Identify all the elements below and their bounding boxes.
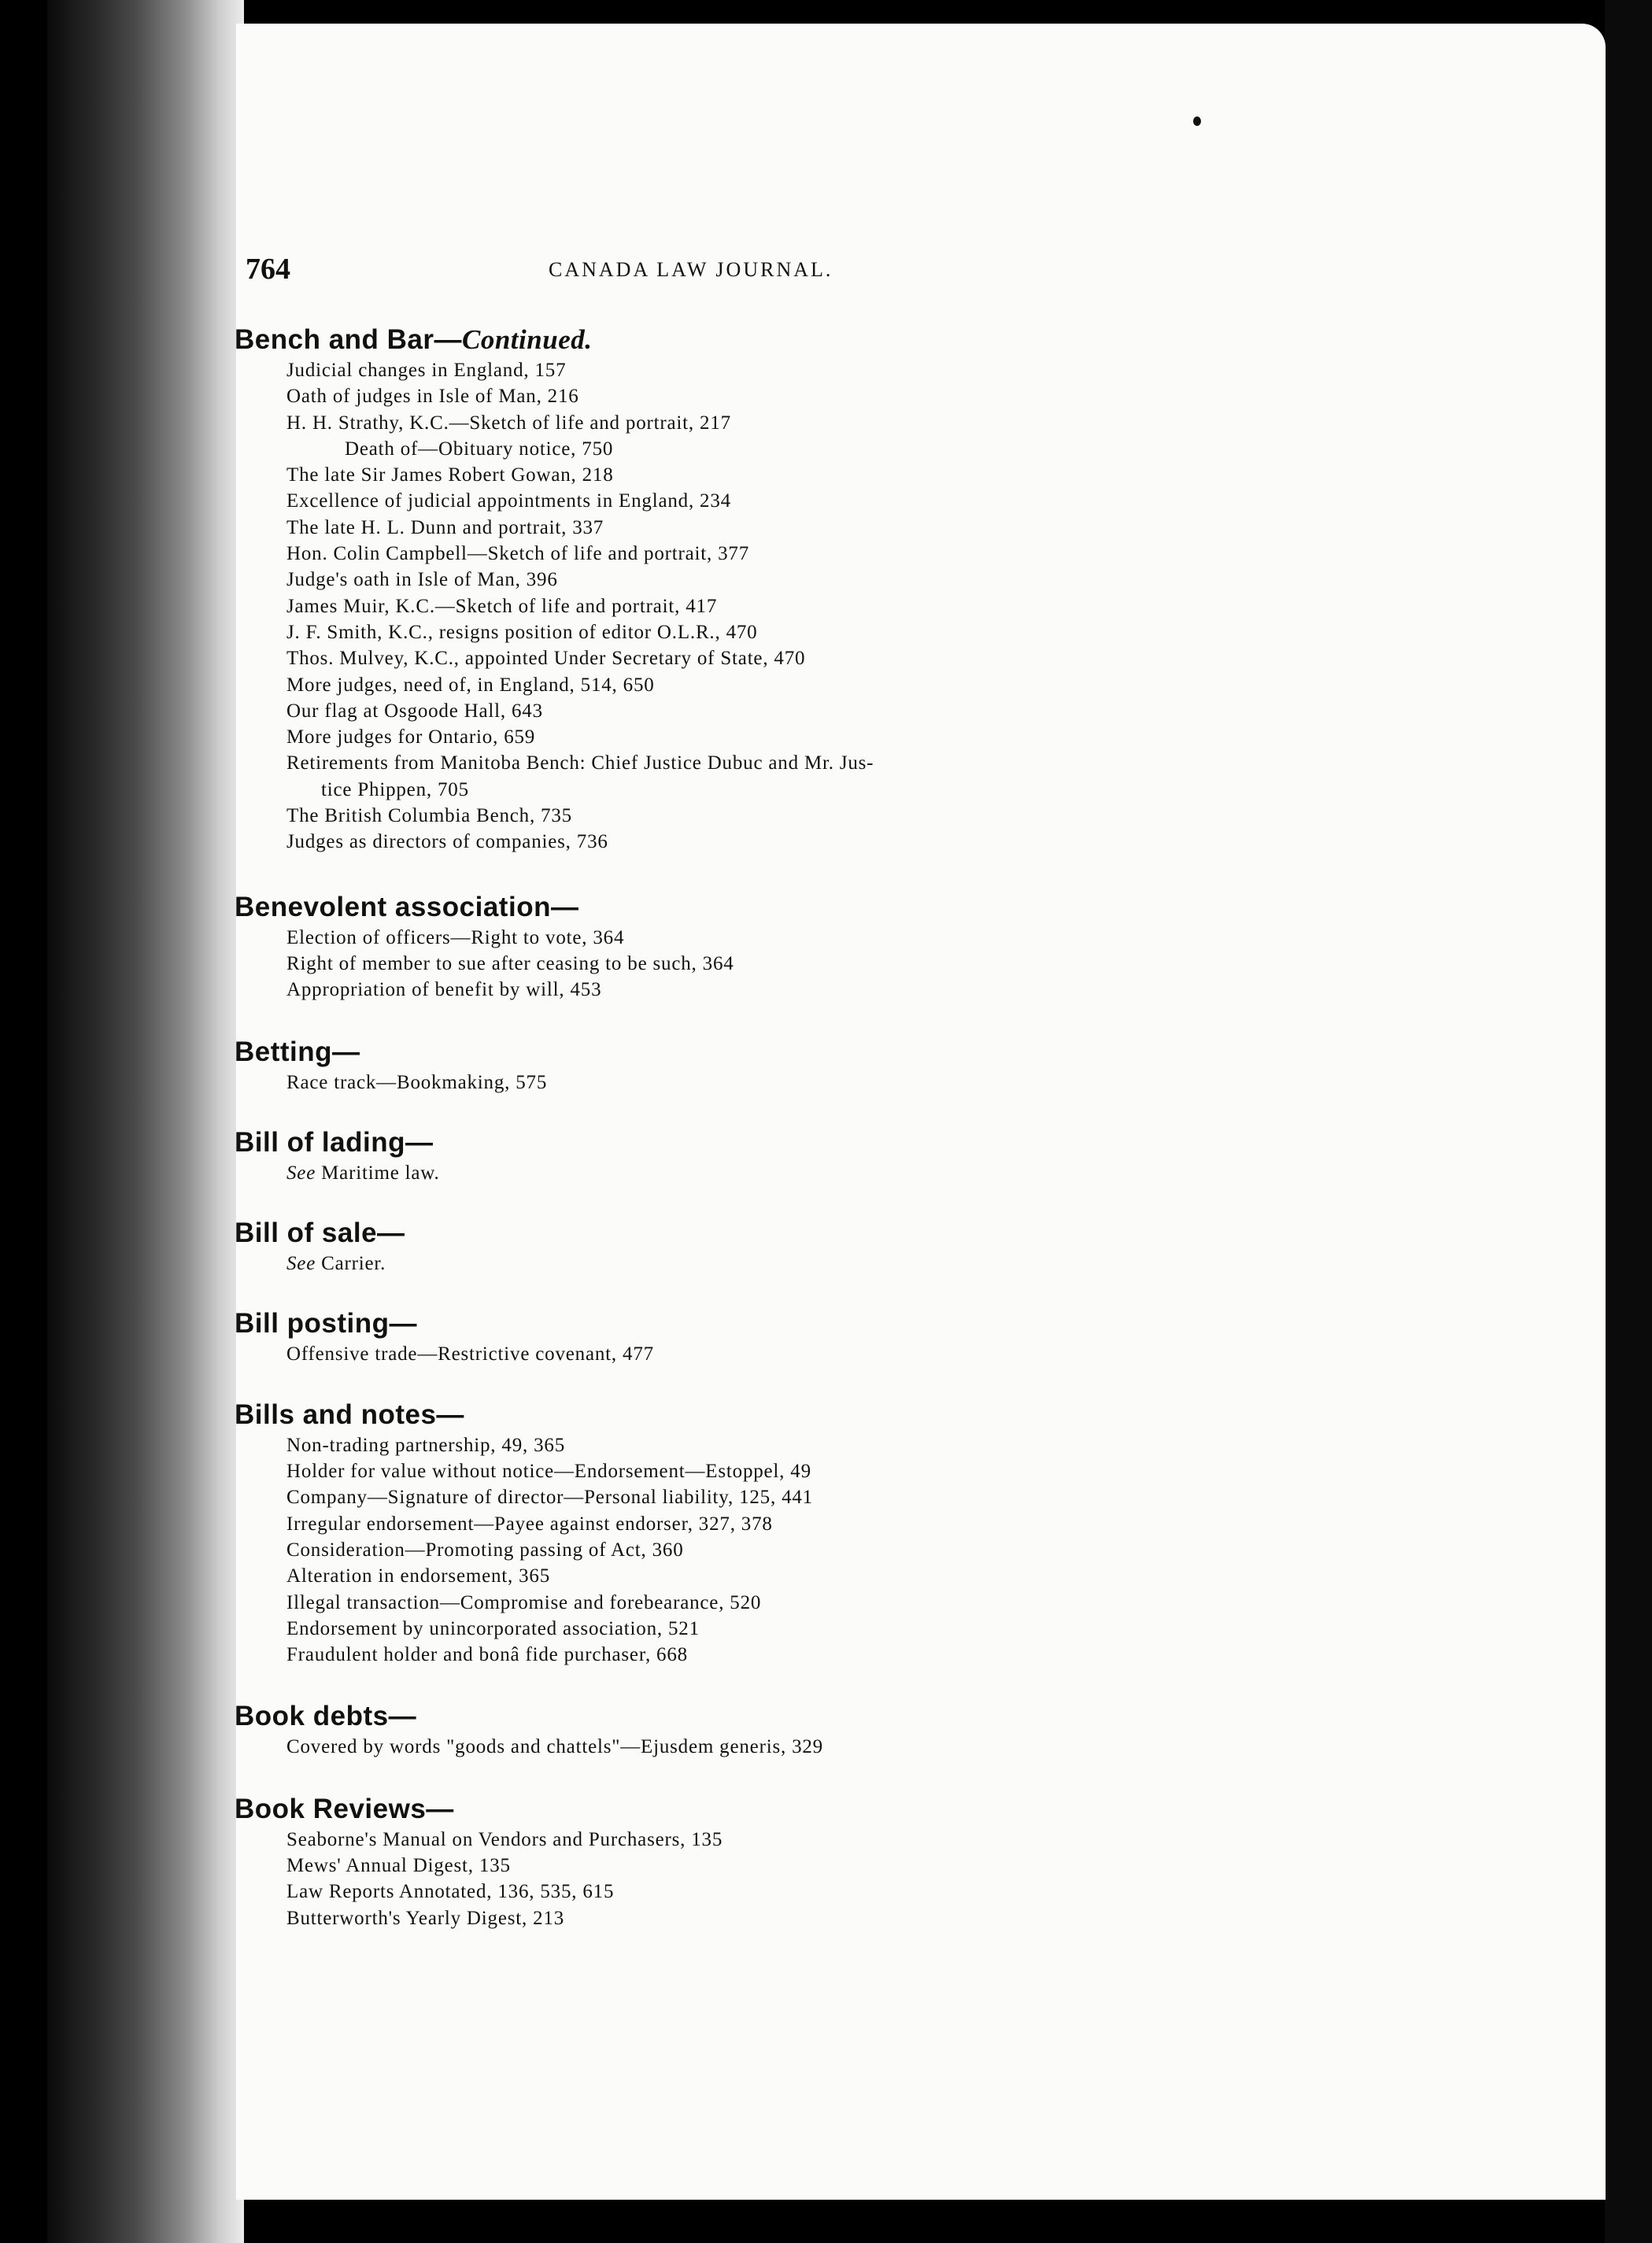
index-entry: More judges, need of, in England, 514, 650 <box>286 674 655 696</box>
index-section-book-reviews <box>235 1792 1368 1931</box>
index-section-bench-and-bar <box>235 323 1368 855</box>
index-entry: More judges for Ontario, 659 <box>286 726 536 748</box>
index-entry: Fraudulent holder and bonâ fide purchaser, 668 <box>286 1644 688 1666</box>
index-entry: James Muir, K.C.—Sketch of life and portrait, 417 <box>286 595 718 617</box>
index-entry: Law Reports Annotated, 136, 535, 615 <box>286 1881 615 1903</box>
index-entry: Our flag at Osgoode Hall, 643 <box>286 700 543 722</box>
index-entry: Excellence of judicial appointments in England, 234 <box>286 490 731 512</box>
section-heading: Bill of sale— <box>235 1218 405 1249</box>
index-entry: Seaborne's Manual on Vendors and Purchasers, 135 <box>286 1828 723 1850</box>
index-entry: The late H. L. Dunn and portrait, 337 <box>286 516 604 538</box>
index-entry: Hon. Colin Campbell—Sketch of life and portrait, 377 <box>286 543 750 565</box>
index-entry: Covered by words "goods and chattels"—Ejusdem generis, 329 <box>286 1736 823 1758</box>
continued-label: Continued. <box>462 324 593 355</box>
index-entry: Thos. Mulvey, K.C., appointed Under Secretary of State, 470 <box>286 648 806 670</box>
index-entry: J. F. Smith, K.C., resigns position of editor O.L.R., 470 <box>286 621 758 643</box>
index-entry: See Maritime law. <box>286 1162 440 1184</box>
index-entry: Non-trading partnership, 49, 365 <box>286 1434 566 1456</box>
index-entry: Holder for value without notice—Endorsement—Estoppel, 49 <box>286 1461 811 1483</box>
index-entry: Election of officers—Right to vote, 364 <box>286 926 625 948</box>
index-entry: Race track—Bookmaking, 575 <box>286 1071 548 1093</box>
journal-title: CANADA LAW JOURNAL. <box>549 258 833 281</box>
index-content <box>235 323 1368 1960</box>
index-entry: Judge's oath in Isle of Man, 396 <box>286 569 558 591</box>
index-entry: Irregular endorsement—Payee against endorser, 327, 378 <box>286 1513 773 1535</box>
section-heading: Betting— <box>235 1036 360 1067</box>
section-heading: Book debts— <box>235 1701 417 1732</box>
index-entry: Alteration in endorsement, 365 <box>286 1565 551 1587</box>
index-entry: The late Sir James Robert Gowan, 218 <box>286 464 614 486</box>
index-entry: Retirements from Manitoba Bench: Chief Justice Dubuc and Mr. Jus- <box>286 752 874 774</box>
index-section-bills-and-notes <box>235 1398 1368 1668</box>
index-entry: Oath of judges in Isle of Man, 216 <box>286 386 579 408</box>
section-heading: Bill of lading— <box>235 1126 434 1158</box>
index-entry: Company—Signature of director—Personal liability, 125, 441 <box>286 1487 813 1509</box>
index-entry: Judges as directors of companies, 736 <box>286 831 608 853</box>
section-heading: Bench and Bar—Continued. <box>235 324 593 355</box>
index-entry: Appropriation of benefit by will, 453 <box>286 979 602 1001</box>
index-section-benevolent-association <box>235 890 1368 1003</box>
index-entry-continuation: tice Phippen, 705 <box>321 778 469 800</box>
index-entry: H. H. Strathy, K.C.—Sketch of life and portrait, 217 <box>286 412 731 434</box>
section-heading: Bills and notes— <box>235 1399 464 1430</box>
index-section-betting <box>235 1035 1368 1096</box>
page-header <box>246 252 1135 291</box>
see-reference: See <box>286 1162 316 1184</box>
index-section-book-debts <box>235 1699 1368 1760</box>
index-entry: See Carrier. <box>286 1253 386 1275</box>
index-entry: Endorsement by unincorporated association, 521 <box>286 1617 700 1639</box>
scan-border-right <box>1605 0 1652 2243</box>
index-entry: Judicial changes in England, 157 <box>286 360 567 381</box>
index-entry: Offensive trade—Restrictive covenant, 477 <box>286 1343 654 1365</box>
see-reference: See <box>286 1253 316 1275</box>
index-subentry: Death of—Obituary notice, 750 <box>345 438 614 460</box>
ink-speck <box>1193 116 1201 126</box>
section-heading: Benevolent association— <box>235 891 579 922</box>
section-heading: Book Reviews— <box>235 1793 454 1824</box>
index-entry: The British Columbia Bench, 735 <box>286 805 572 827</box>
index-entry: Illegal transaction—Compromise and forebearance, 520 <box>286 1591 762 1613</box>
index-entry: Butterworth's Yearly Digest, 213 <box>286 1907 565 1929</box>
index-section-bill-of-sale <box>235 1216 1368 1277</box>
index-entry: Consideration—Promoting passing of Act, 360 <box>286 1539 684 1561</box>
index-entry: Mews' Annual Digest, 135 <box>286 1854 511 1876</box>
page-number: 764 <box>246 253 290 286</box>
index-entry: Right of member to sue after ceasing to be such, 364 <box>286 952 734 974</box>
index-section-bill-of-lading <box>235 1125 1368 1186</box>
index-section-bill-posting <box>235 1306 1368 1367</box>
scan-shadow-left <box>47 0 244 2243</box>
section-heading: Bill posting— <box>235 1308 418 1340</box>
